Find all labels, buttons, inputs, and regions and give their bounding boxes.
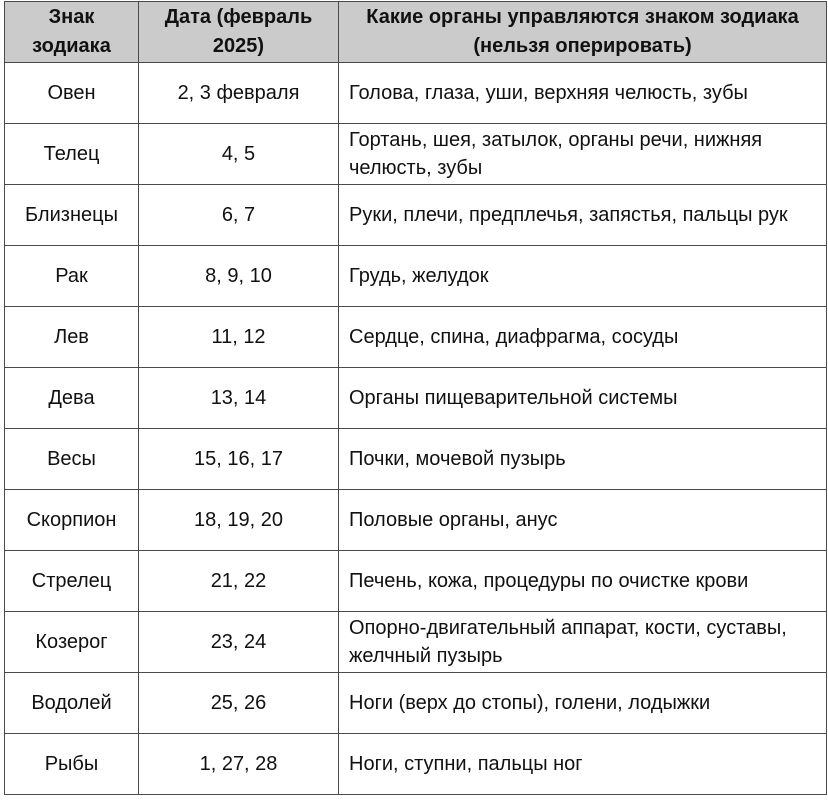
- date-cell: 6, 7: [139, 185, 339, 246]
- sign-cell: Овен: [5, 63, 139, 124]
- table-row: [5, 490, 827, 551]
- organs-cell: Органы пищеварительной системы: [339, 368, 827, 429]
- sign-cell: Скорпион: [5, 490, 139, 551]
- sign-cell: Дева: [5, 368, 139, 429]
- header-sign: Знак зодиака: [5, 2, 139, 63]
- table-row: [5, 63, 827, 124]
- sign-cell: Рыбы: [5, 734, 139, 795]
- organs-cell: Гортань, шея, затылок, органы речи, нижняя челюсть, зубы: [339, 124, 827, 185]
- date-cell: 13, 14: [139, 368, 339, 429]
- sign-cell: Стрелец: [5, 551, 139, 612]
- organs-cell: Половые органы, анус: [339, 490, 827, 551]
- date-cell: 11, 12: [139, 307, 339, 368]
- organs-cell: Голова, глаза, уши, верхняя челюсть, зубы: [339, 63, 827, 124]
- date-cell: 18, 19, 20: [139, 490, 339, 551]
- zodiac-organs-table: [4, 1, 827, 795]
- date-cell: 23, 24: [139, 612, 339, 673]
- table-row: [5, 307, 827, 368]
- header-organs: Какие органы управляются знаком зодиака (нельзя оперировать): [339, 2, 827, 63]
- organs-cell: Опорно-двигательный аппарат, кости, суставы, желчный пузырь: [339, 612, 827, 673]
- sign-cell: Лев: [5, 307, 139, 368]
- organs-cell: Ноги (верх до стопы), голени, лодыжки: [339, 673, 827, 734]
- table-row: [5, 612, 827, 673]
- table-row: [5, 673, 827, 734]
- organs-cell: Грудь, желудок: [339, 246, 827, 307]
- date-cell: 25, 26: [139, 673, 339, 734]
- header-row: [5, 2, 827, 63]
- table-row: [5, 734, 827, 795]
- organs-cell: Сердце, спина, диафрагма, сосуды: [339, 307, 827, 368]
- sign-cell: Весы: [5, 429, 139, 490]
- table-row: [5, 185, 827, 246]
- table-row: [5, 551, 827, 612]
- table-body: [5, 63, 827, 795]
- sign-cell: Козерог: [5, 612, 139, 673]
- date-cell: 4, 5: [139, 124, 339, 185]
- organs-cell: Печень, кожа, процедуры по очистке крови: [339, 551, 827, 612]
- header-date: Дата (февраль 2025): [139, 2, 339, 63]
- table-row: [5, 246, 827, 307]
- sign-cell: Водолей: [5, 673, 139, 734]
- organs-cell: Почки, мочевой пузырь: [339, 429, 827, 490]
- date-cell: 15, 16, 17: [139, 429, 339, 490]
- table-row: [5, 368, 827, 429]
- organs-cell: Руки, плечи, предплечья, запястья, пальцы рук: [339, 185, 827, 246]
- table-header: [5, 2, 827, 63]
- table-row: [5, 429, 827, 490]
- date-cell: 21, 22: [139, 551, 339, 612]
- sign-cell: Телец: [5, 124, 139, 185]
- sign-cell: Рак: [5, 246, 139, 307]
- date-cell: 2, 3 февраля: [139, 63, 339, 124]
- table-row: [5, 124, 827, 185]
- sign-cell: Близнецы: [5, 185, 139, 246]
- date-cell: 8, 9, 10: [139, 246, 339, 307]
- date-cell: 1, 27, 28: [139, 734, 339, 795]
- organs-cell: Ноги, ступни, пальцы ног: [339, 734, 827, 795]
